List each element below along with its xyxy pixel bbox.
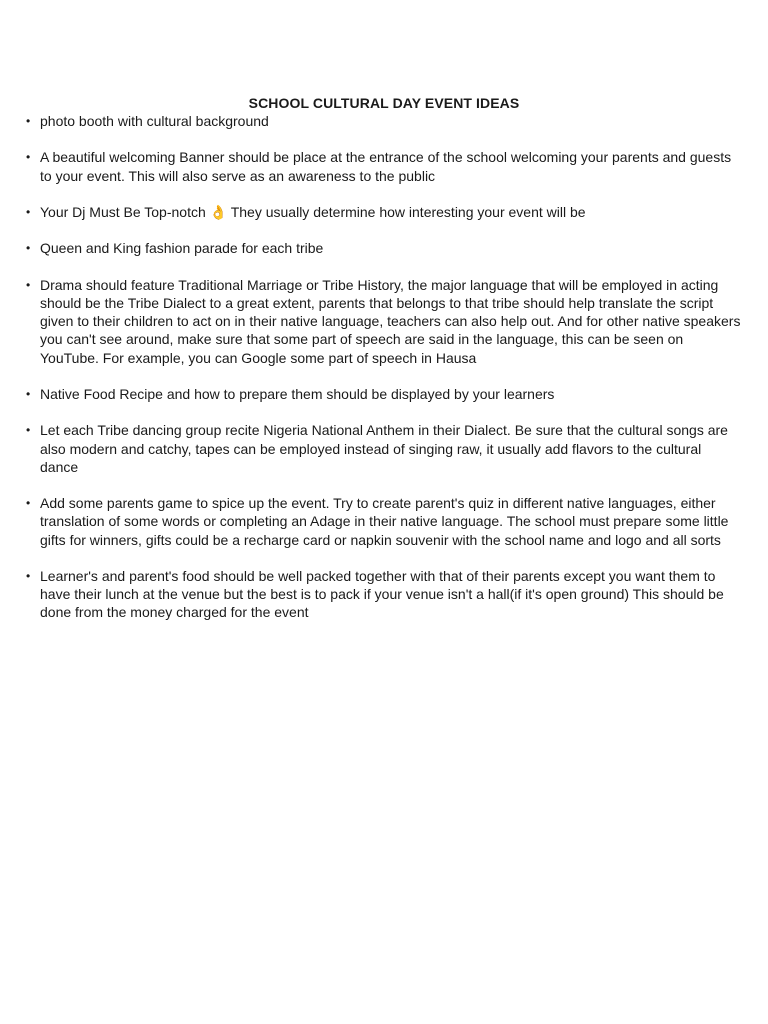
list-item [26,203,742,221]
list-item [26,112,742,130]
list-item-text: Let each Tribe dancing group recite Nigeria National Anthem in their Dialect. Be sure that the cultural songs are also modern and catchy, tapes can be employed instead of singing raw, it usually add flavors to the cultural dance [40,422,728,475]
list-item-text: photo booth with cultural background [40,113,269,129]
bullet-icon: • [26,386,31,401]
list-item [26,385,742,403]
list-item-text: Learner's and parent's food should be well packed together with that of their parents except you want them to have their lunch at the venue but the best is to pack if your venue isn't a hall(if it's open ground) This should be done from the money charged for the event [40,567,724,621]
list-item [26,421,742,476]
bullet-icon: • [26,241,31,256]
list-item-text: Add some parents game to spice up the event. Try to create parent's quiz in different native languages, either translation of some words or completing an Adage in their native language. The school must prepare some little gifts for winners, gifts could be a recharge card or napkin souvenir with the school name and logo and all sorts [40,495,729,548]
list-item [26,567,742,622]
bullet-icon: • [26,496,31,511]
list-item-text: Native Food Recipe and how to prepare them should be displayed by your learners [40,385,555,402]
list-item [26,276,742,367]
list-item-text: Drama should feature Traditional Marriage or Tribe History, the major language that will be employed in acting should be the Tribe Dialect to a great extent, parents that belongs to that tribe should help translate the script given to their children to act on in their native language, teachers can also help out. And for other native speakers you can't see around, make sure that some part of speech are said in the language, this can be seen on YouTube. For example, you can Google some part of speech in Hausa [40,276,741,366]
bullet-icon: • [26,568,31,583]
list-item [26,148,742,184]
list-item-text: Your Dj Must Be Top-notch 👌 They usually determine how interesting your event will be [40,203,586,220]
bullet-icon: • [26,277,31,292]
bullet-icon: • [26,423,31,438]
document-title: SCHOOL CULTURAL DAY EVENT IDEAS [248,95,520,111]
bullet-icon: • [26,114,31,128]
ideas-bullet-list [26,112,742,640]
list-item [26,494,742,549]
bullet-icon: • [26,150,31,165]
list-item-text: Queen and King fashion parade for each tribe [40,240,324,257]
list-item [26,239,742,257]
list-item-text: A beautiful welcoming Banner should be place at the entrance of the school welcoming your parents and guests to your event. This will also serve as an awareness to the public [40,149,732,184]
bullet-icon: • [26,204,31,219]
